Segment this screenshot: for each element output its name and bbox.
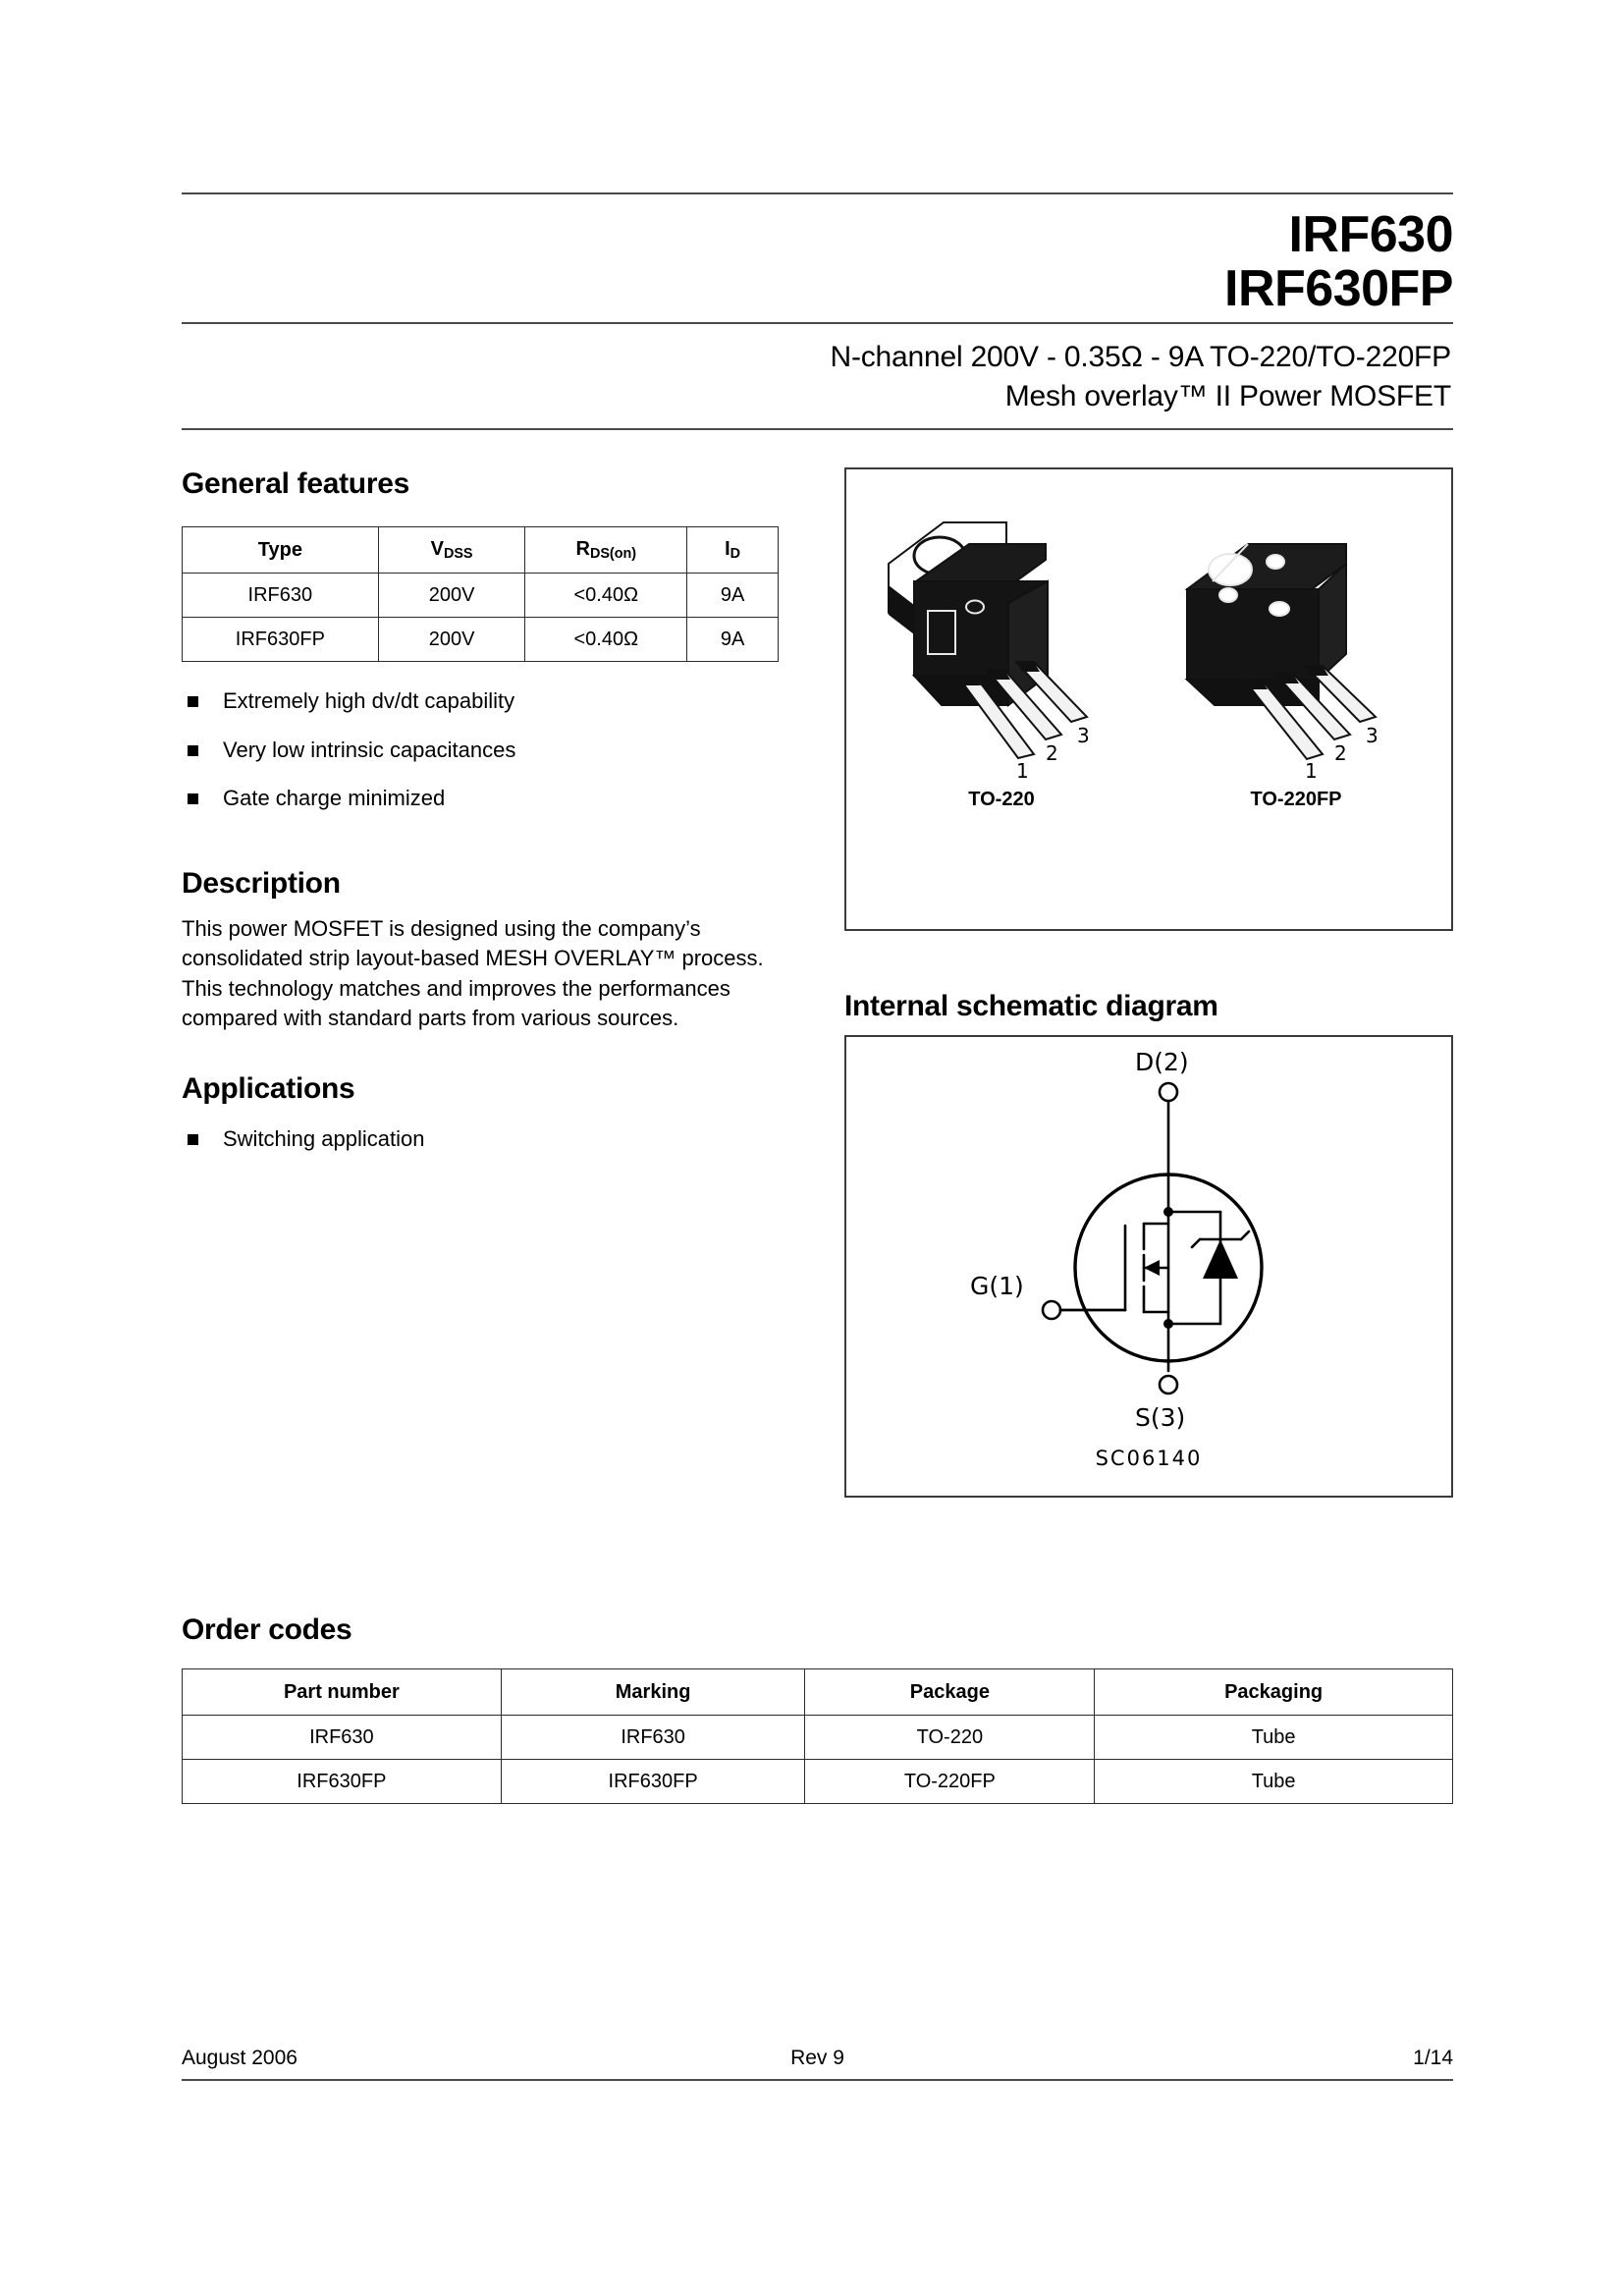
- schematic-wrap: [846, 1037, 1451, 1496]
- cell-rdson: <0.40Ω: [525, 574, 687, 618]
- general-features-bullet-list: [182, 687, 790, 813]
- section-heading-order-codes: Order codes: [182, 1613, 352, 1646]
- column-header-rdson: $R_{DS(on)}$: [525, 527, 687, 574]
- cell-vdss: 200V: [378, 574, 525, 618]
- page-content: [182, 192, 1453, 1804]
- footer-row: [182, 2047, 1453, 2079]
- column-header-vdss: $V_{DSS}$: [378, 527, 525, 574]
- spacer: [182, 834, 790, 867]
- column-header-package: Package: [805, 1669, 1095, 1716]
- cell-id: 9A: [687, 574, 779, 618]
- document-title-block: [182, 194, 1453, 322]
- schematic-label-gate: G(1): [970, 1272, 1024, 1300]
- square-bullet-icon: [188, 793, 198, 804]
- page-title-primary: IRF630: [1288, 206, 1453, 263]
- cell-type: IRF630FP: [183, 618, 379, 662]
- package-caption-to220: TO-220: [968, 789, 1035, 810]
- column-header-part-number: Part number: [183, 1669, 502, 1716]
- table-row: [183, 1760, 1453, 1804]
- column-header-id: $I_D$: [687, 527, 779, 574]
- table-row: [183, 574, 779, 618]
- column-header-type: Type: [183, 527, 379, 574]
- list-item: [182, 785, 790, 813]
- package-caption-to220fp: TO-220FP: [1250, 789, 1342, 810]
- square-bullet-icon: [188, 1134, 198, 1145]
- list-item-label: Extremely high dv/dt capability: [223, 688, 515, 713]
- schematic-code-label: SC06140: [1095, 1447, 1203, 1470]
- cell-part-number: IRF630: [183, 1716, 502, 1760]
- cell-type: IRF630: [183, 574, 379, 618]
- cell-packaging: Tube: [1095, 1716, 1453, 1760]
- cell-id: 9A: [687, 618, 779, 662]
- cell-part-number: IRF630FP: [183, 1760, 502, 1804]
- left-column: [182, 467, 790, 1175]
- cell-packaging: Tube: [1095, 1760, 1453, 1804]
- applications-bullet-list: [182, 1125, 790, 1154]
- cell-marking: IRF630: [501, 1716, 805, 1760]
- list-item-label: Switching application: [223, 1126, 425, 1152]
- cell-marking: IRF630FP: [501, 1760, 805, 1804]
- spacer: [182, 1033, 790, 1072]
- section-heading-description: Description: [182, 866, 341, 900]
- table-row: [183, 618, 779, 662]
- table-row: [183, 1716, 1453, 1760]
- square-bullet-icon: [188, 696, 198, 707]
- cell-vdss: 200V: [378, 618, 525, 662]
- footer-rule: [182, 2079, 1453, 2081]
- list-item: [182, 687, 790, 716]
- header-bottom-rule: [182, 428, 1453, 430]
- square-bullet-icon: [188, 745, 198, 756]
- section-heading-applications: Applications: [182, 1072, 355, 1106]
- list-item: [182, 737, 790, 765]
- pin-label-2: 2: [1334, 741, 1347, 765]
- to-220fp-package-icon: [1154, 487, 1438, 782]
- footer-revision: Rev 9: [790, 2047, 844, 2069]
- schematic-label-source: S(3): [1135, 1403, 1186, 1432]
- pin-label-1: 1: [1016, 759, 1029, 782]
- footer-date: August 2006: [182, 2047, 297, 2069]
- column-header-packaging: Packaging: [1095, 1669, 1453, 1716]
- table-header-row: [183, 1669, 1453, 1716]
- section-heading-general-features: General features: [182, 467, 409, 500]
- list-item-label: Very low intrinsic capacitances: [223, 737, 516, 762]
- internal-schematic-box: [844, 1035, 1453, 1498]
- cell-rdson: <0.40Ω: [525, 618, 687, 662]
- right-column: [844, 467, 1453, 1498]
- list-item: [182, 1125, 790, 1154]
- to-220-package-icon: [859, 487, 1144, 782]
- package-figure-to220fp: [1149, 487, 1443, 929]
- package-figure-box: [844, 467, 1453, 931]
- package-figure-to220: [854, 487, 1149, 929]
- pin-label-2: 2: [1046, 741, 1058, 765]
- body-columns: [182, 467, 1453, 1498]
- order-codes-section: [182, 1613, 1453, 1804]
- package-figure-row: [846, 469, 1451, 929]
- mosfet-schematic-icon: [943, 1047, 1355, 1440]
- footer-page-number: 1/14: [1413, 2047, 1454, 2069]
- page-title-secondary: IRF630FP: [1224, 260, 1453, 318]
- order-codes-table: [182, 1668, 1453, 1804]
- schematic-label-drain: D(2): [1135, 1048, 1189, 1076]
- page-footer: [182, 2047, 1453, 2081]
- section-heading-internal-schematic: Internal schematic diagram: [844, 990, 1218, 1022]
- subtitle-line-1: N-channel 200V - 0.35Ω - 9A TO-220/TO-220FP: [830, 341, 1451, 374]
- cell-package: TO-220: [805, 1716, 1095, 1760]
- pin-label-1: 1: [1305, 759, 1318, 782]
- subtitle-line-2: Mesh overlay™ II Power MOSFET: [1004, 380, 1451, 413]
- table-header-row: [183, 527, 779, 574]
- pin-label-3: 3: [1366, 724, 1379, 747]
- description-paragraph: This power MOSFET is designed using the company’s consolidated strip layout-based MESH OVERLAY™ process. This technology matches and improves the performances compared with standard parts from various sources.: [182, 915, 764, 1030]
- column-header-marking: Marking: [501, 1669, 805, 1716]
- cell-package: TO-220FP: [805, 1760, 1095, 1804]
- general-features-table: [182, 526, 779, 662]
- spacer: [844, 931, 1453, 990]
- pin-label-3: 3: [1077, 724, 1090, 747]
- list-item-label: Gate charge minimized: [223, 786, 446, 811]
- document-subtitle-block: [182, 324, 1453, 428]
